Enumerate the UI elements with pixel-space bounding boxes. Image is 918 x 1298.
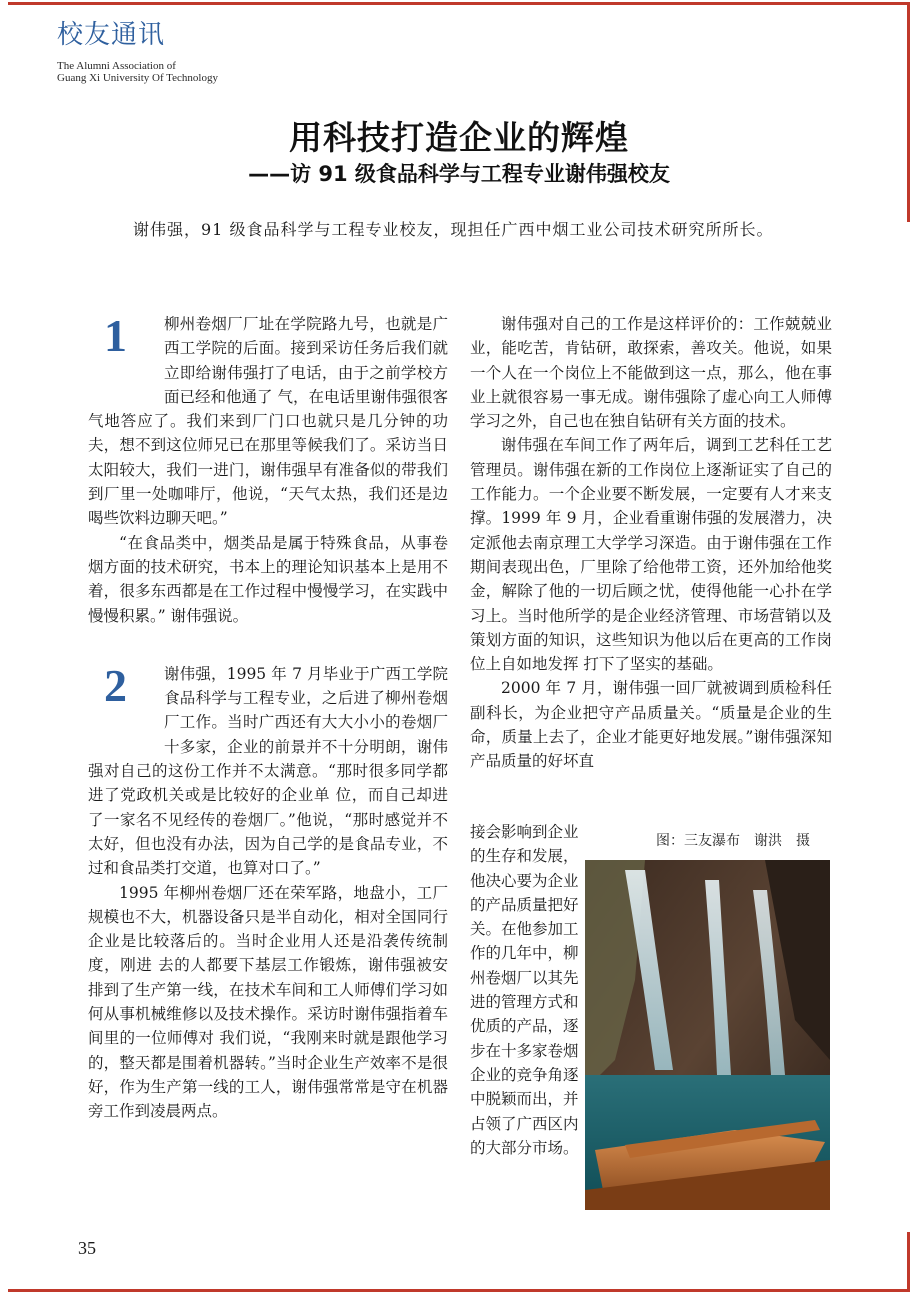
section-1-number: 1	[104, 310, 127, 361]
page-number: 35	[78, 1238, 96, 1258]
article-title: 用科技打造企业的辉煌	[289, 118, 629, 157]
section-2-number: 2	[104, 659, 127, 711]
right-column	[470, 312, 832, 774]
subtitle-line-2: Guang Xi University Of Technology	[57, 72, 218, 84]
wrapped-text-column: 接会影响到企业的生存和发展，他决心要为企业的产品质量把好关。在他参加工作的几年中，柳州卷烟厂以其先进的管理方式和优质的产品，逐步在十多家卷烟企业的竞争角逐中脱颖而出，并占领了广西区内的大部分市场。	[470, 823, 579, 1157]
article-subtitle: ——访 91 级食品科学与工程专业谢伟强校友	[248, 162, 670, 186]
section-1-paragraph-2: “在食品类中，烟类品是属于特殊食品，从事卷烟方面的技术研究，书本上的理论知识基本上是用不着，很多东西都是在工作过程中慢慢学习，在实践中慢慢积累。” 谢伟强说。	[88, 533, 448, 625]
section-gap	[88, 628, 448, 662]
newsletter-subtitle	[57, 60, 218, 84]
section-2-paragraph-2: 1995 年柳州卷烟厂还在荣军路，地盘小，工厂规模也不大，机器设备只是半自动化，相对全国同行企业是比较落后的。当时企业用人还是沿袭传统制度，刚进 去的人都要下基层工作锻炼，谢伟强被安排到了生产第一线，在技术车间和工人师傅们学习如何从事机械维修以及技术操作。采访时谢伟强指着车间里的一位师傅对 我们说，“我刚来时就是跟他学习的，整天都是围着机器转。”当时企业生产效率不是很好，作为生产第一线的工人，谢伟强常常是守在机器旁工作到凌晨两点。	[88, 883, 448, 1121]
right-paragraph-1: 谢伟强对自己的工作是这样评价的：工作兢兢业业，能吃苦，肯钻研，敢探索，善攻关。他说，如果一个人在一个岗位上不能做到这一点，那么，他在事业上就很容易一事无成。谢伟强除了虚心向工人师傅学习之外，自己也在独自钻研有关方面的技术。	[470, 315, 832, 431]
right-paragraph-3: 2000 年 7 月，谢伟强一回厂就被调到质检科任副科长，为企业把守产品质量关。“质量是企业的生命，质量上去了，企业才能更好地发展。”谢伟强深知产品质量的好坏直	[470, 679, 832, 771]
right-paragraph-2: 谢伟强在车间工作了两年后，调到工艺科任工艺管理员。谢伟强在新的工作岗位上逐渐证实了自己的工作能力。一个企业要不断发展，一定要有人才来支撑。1999 年 9 月，企业看重谢伟强的发展潜力，决定派他去南京理工大学学习深造。由于谢伟强在工作期间表现出色，厂里除了给他带工资，还外加给他奖金，解除了他的一切后顾之忧，使得他能一心扑在学习上。当时他所学的是企业经济管理、市场营销以及策划方面的知识，这些知识为他以后在更高的工作岗位上自如地发挥 打下了坚实的基础。	[470, 436, 832, 674]
waterfall-image	[585, 860, 830, 1210]
top-rule	[8, 2, 910, 5]
newsletter-title: 校友通讯	[57, 20, 166, 50]
section-1-paragraph-1: 柳州卷烟厂厂址在学院路九号，也就是广西工学院的后面。接到采访任务后我们就立即给谢伟强打了电话，由于之前学校方面已经和他通了 气，在电话里谢伟强很客气地答应了。我们来到厂门口也就只是几分钟的功夫，想不到这位师兄已在那里等候我们了。采访当日太阳较大，我们一进门，谢伟强早有准备似的带我们到厂里一处咖啡厅，他说，“天气太热，我们还是边喝些饮料边聊天吧。”	[88, 315, 448, 528]
section-2-paragraph-1: 谢伟强，1995 年 7 月毕业于广西工学院食品科学与工程专业，之后进了柳州卷烟厂工作。当时广西还有大大小小的卷烟厂十多家，企业的前景并不十分明朗，谢伟强对自己的这份工作并不太满意。“那时很多同学都进了党政机关或是比较好的企业单 位，而自己却进了一家名不见经传的卷烟厂。”他说，“那时感觉并不太好，但也没有办法，因为自己学的是食品专业，不过和食品类打交道，也算对口了。”	[88, 664, 448, 878]
bottom-rule	[8, 1289, 910, 1292]
right-edge-rule-bottom	[907, 1232, 910, 1292]
photo-caption: 图：三友瀑布 谢洪 摄	[656, 833, 810, 849]
waterfall-photo	[585, 860, 830, 1210]
subtitle-line-1: The Alumni Association of	[57, 60, 176, 72]
article-intro: 谢伟强，91 级食品科学与工程专业校友，现担任广西中烟工业公司技术研究所所长。	[133, 220, 774, 239]
left-column	[88, 312, 448, 1124]
